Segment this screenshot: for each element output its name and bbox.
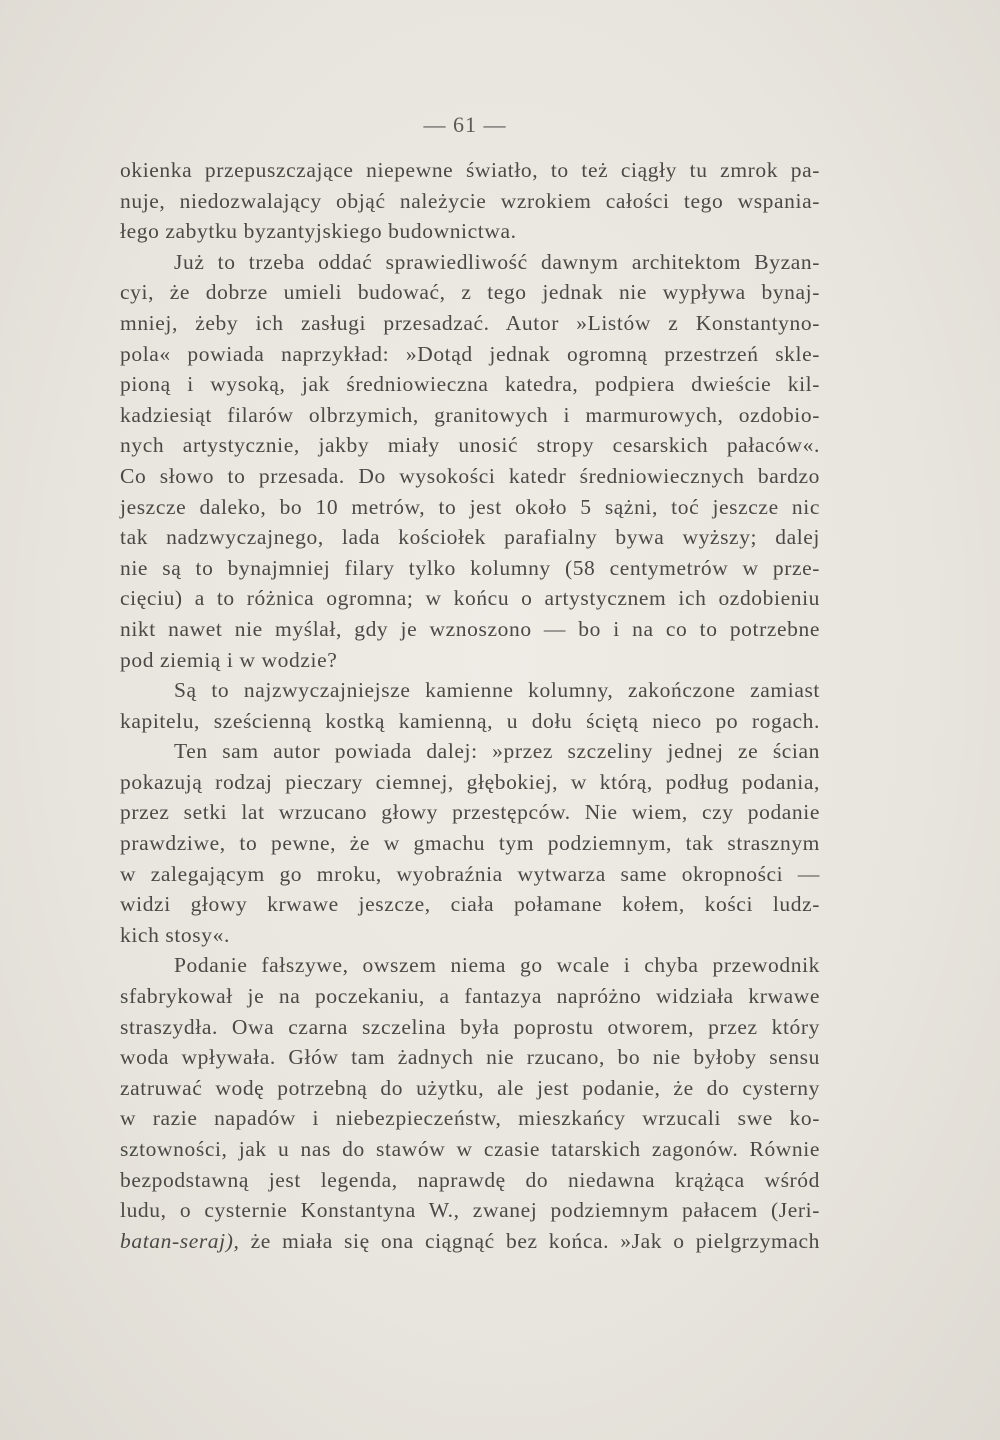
text-line: widzi głowy krwawe jeszcze, ciała połamane kołem, kości ludz- — [120, 892, 820, 917]
text-line-final — [120, 1226, 820, 1257]
text-line: kapitelu, sześcienną kostką kamienną, u dołu ściętą nieco po rogach. — [120, 708, 820, 733]
text-line: w razie napadów i niebezpieczeństw, mieszkańcy wrzucali swe ko- — [120, 1106, 820, 1131]
text-line: pola« powiada naprzykład: »Dotąd jednak ogromną przestrzeń skle- — [120, 341, 820, 366]
text-line: łego zabytku byzantyjskiego budownictwa. — [120, 219, 517, 244]
body-text — [120, 155, 820, 1256]
text-line: zatruwać wodę potrzebną do użytku, ale jest podanie, że do cysterny — [120, 1075, 820, 1100]
text-line: pod ziemią i w wodzie? — [120, 647, 338, 672]
text-line: kadziesiąt filarów olbrzymich, granitowych i marmurowych, ozdobio- — [120, 402, 820, 427]
text-line: straszydła. Owa czarna szczelina była poprostu otworem, przez który — [120, 1014, 820, 1039]
text-line: sfabrykował je na poczekaniu, a fantazya napróżno widziała krwawe — [120, 984, 820, 1009]
text-line: nuje, niedozwalający objąć należycie wzrokiem całości tego wspania- — [120, 188, 820, 213]
italic-phrase: batan-seraj), — [120, 1228, 240, 1253]
text-line: w zalegającym go mroku, wyobraźnia wytwarza same okropności — — [120, 861, 820, 886]
text-line: mniej, żeby ich zasługi przesadzać. Autor »Listów z Konstantyno- — [120, 310, 820, 335]
text-line: kich stosy«. — [120, 922, 230, 947]
text-line: pokazują rodzaj pieczary ciemnej, głębokiej, w którą, podług podania, — [120, 769, 820, 794]
text-line: nikt nawet nie myślał, gdy je wznoszono — bo i na co to potrzebne — [120, 616, 820, 641]
text-line: nie są to bynajmniej filary tylko kolumny (58 centymetrów w prze- — [120, 555, 820, 580]
text-line: cyi, że dobrze umieli budować, z tego jednak nie wypływa bynaj- — [120, 280, 820, 305]
text-line: sztowności, jak u nas do stawów w czasie tatarskich zagonów. Równie — [120, 1137, 820, 1161]
text-span: że miała się ona ciągnąć bez końca. »Jak o pielgrzymach — [239, 1228, 820, 1253]
text-line: Już to trzeba oddać sprawiedliwość dawnym architektom Byzan- — [174, 249, 820, 274]
text-line: Podanie fałszywe, owszem niema go wcale i chyba przewodnik — [174, 953, 820, 978]
text-line: bezpodstawną jest legenda, naprawdę do niedawna krążąca wśród — [120, 1167, 820, 1192]
text-line: ludu, o cysternie Konstantyna W., zwanej podziemnym pałacem (Jeri- — [120, 1198, 820, 1223]
text-line: okienka przepuszczające niepewne światło, to też ciągły tu zmrok pa- — [120, 158, 820, 182]
text-line: przez setki lat wrzucano głowy przestępców. Nie wiem, czy podanie — [120, 800, 820, 825]
text-line: woda wpływała. Głów tam żadnych nie rzucano, bo nie byłoby sensu — [120, 1045, 820, 1070]
text-line: Ten sam autor powiada dalej: »przez szczeliny jednej ze ścian — [174, 739, 820, 764]
page-number: — 61 — — [423, 112, 507, 137]
text-line: Co słowo to przesada. Do wysokości katedr średniowiecznych bardzo — [120, 463, 820, 488]
text-line: pioną i wysoką, jak średniowieczna katedra, podpiera dwieście kil- — [120, 372, 820, 397]
text-line: cięciu) a to różnica ogromna; w końcu o artystycznem ich ozdobieniu — [120, 586, 820, 611]
text-line: prawdziwe, to pewne, że w gmachu tym podziemnym, tak strasznym — [120, 831, 820, 856]
text-line: Są to najzwyczajniejsze kamienne kolumny, zakończone zamiast — [174, 678, 820, 703]
text-line: jeszcze daleko, bo 10 metrów, to jest około 5 sążni, toć jeszcze nic — [120, 494, 820, 519]
text-line: nych artystycznie, jakby miały unosić stropy cesarskich pałaców«. — [120, 433, 820, 458]
text-line: tak nadzwyczajnego, lada kościołek parafialny bywa wyższy; dalej — [120, 525, 820, 550]
